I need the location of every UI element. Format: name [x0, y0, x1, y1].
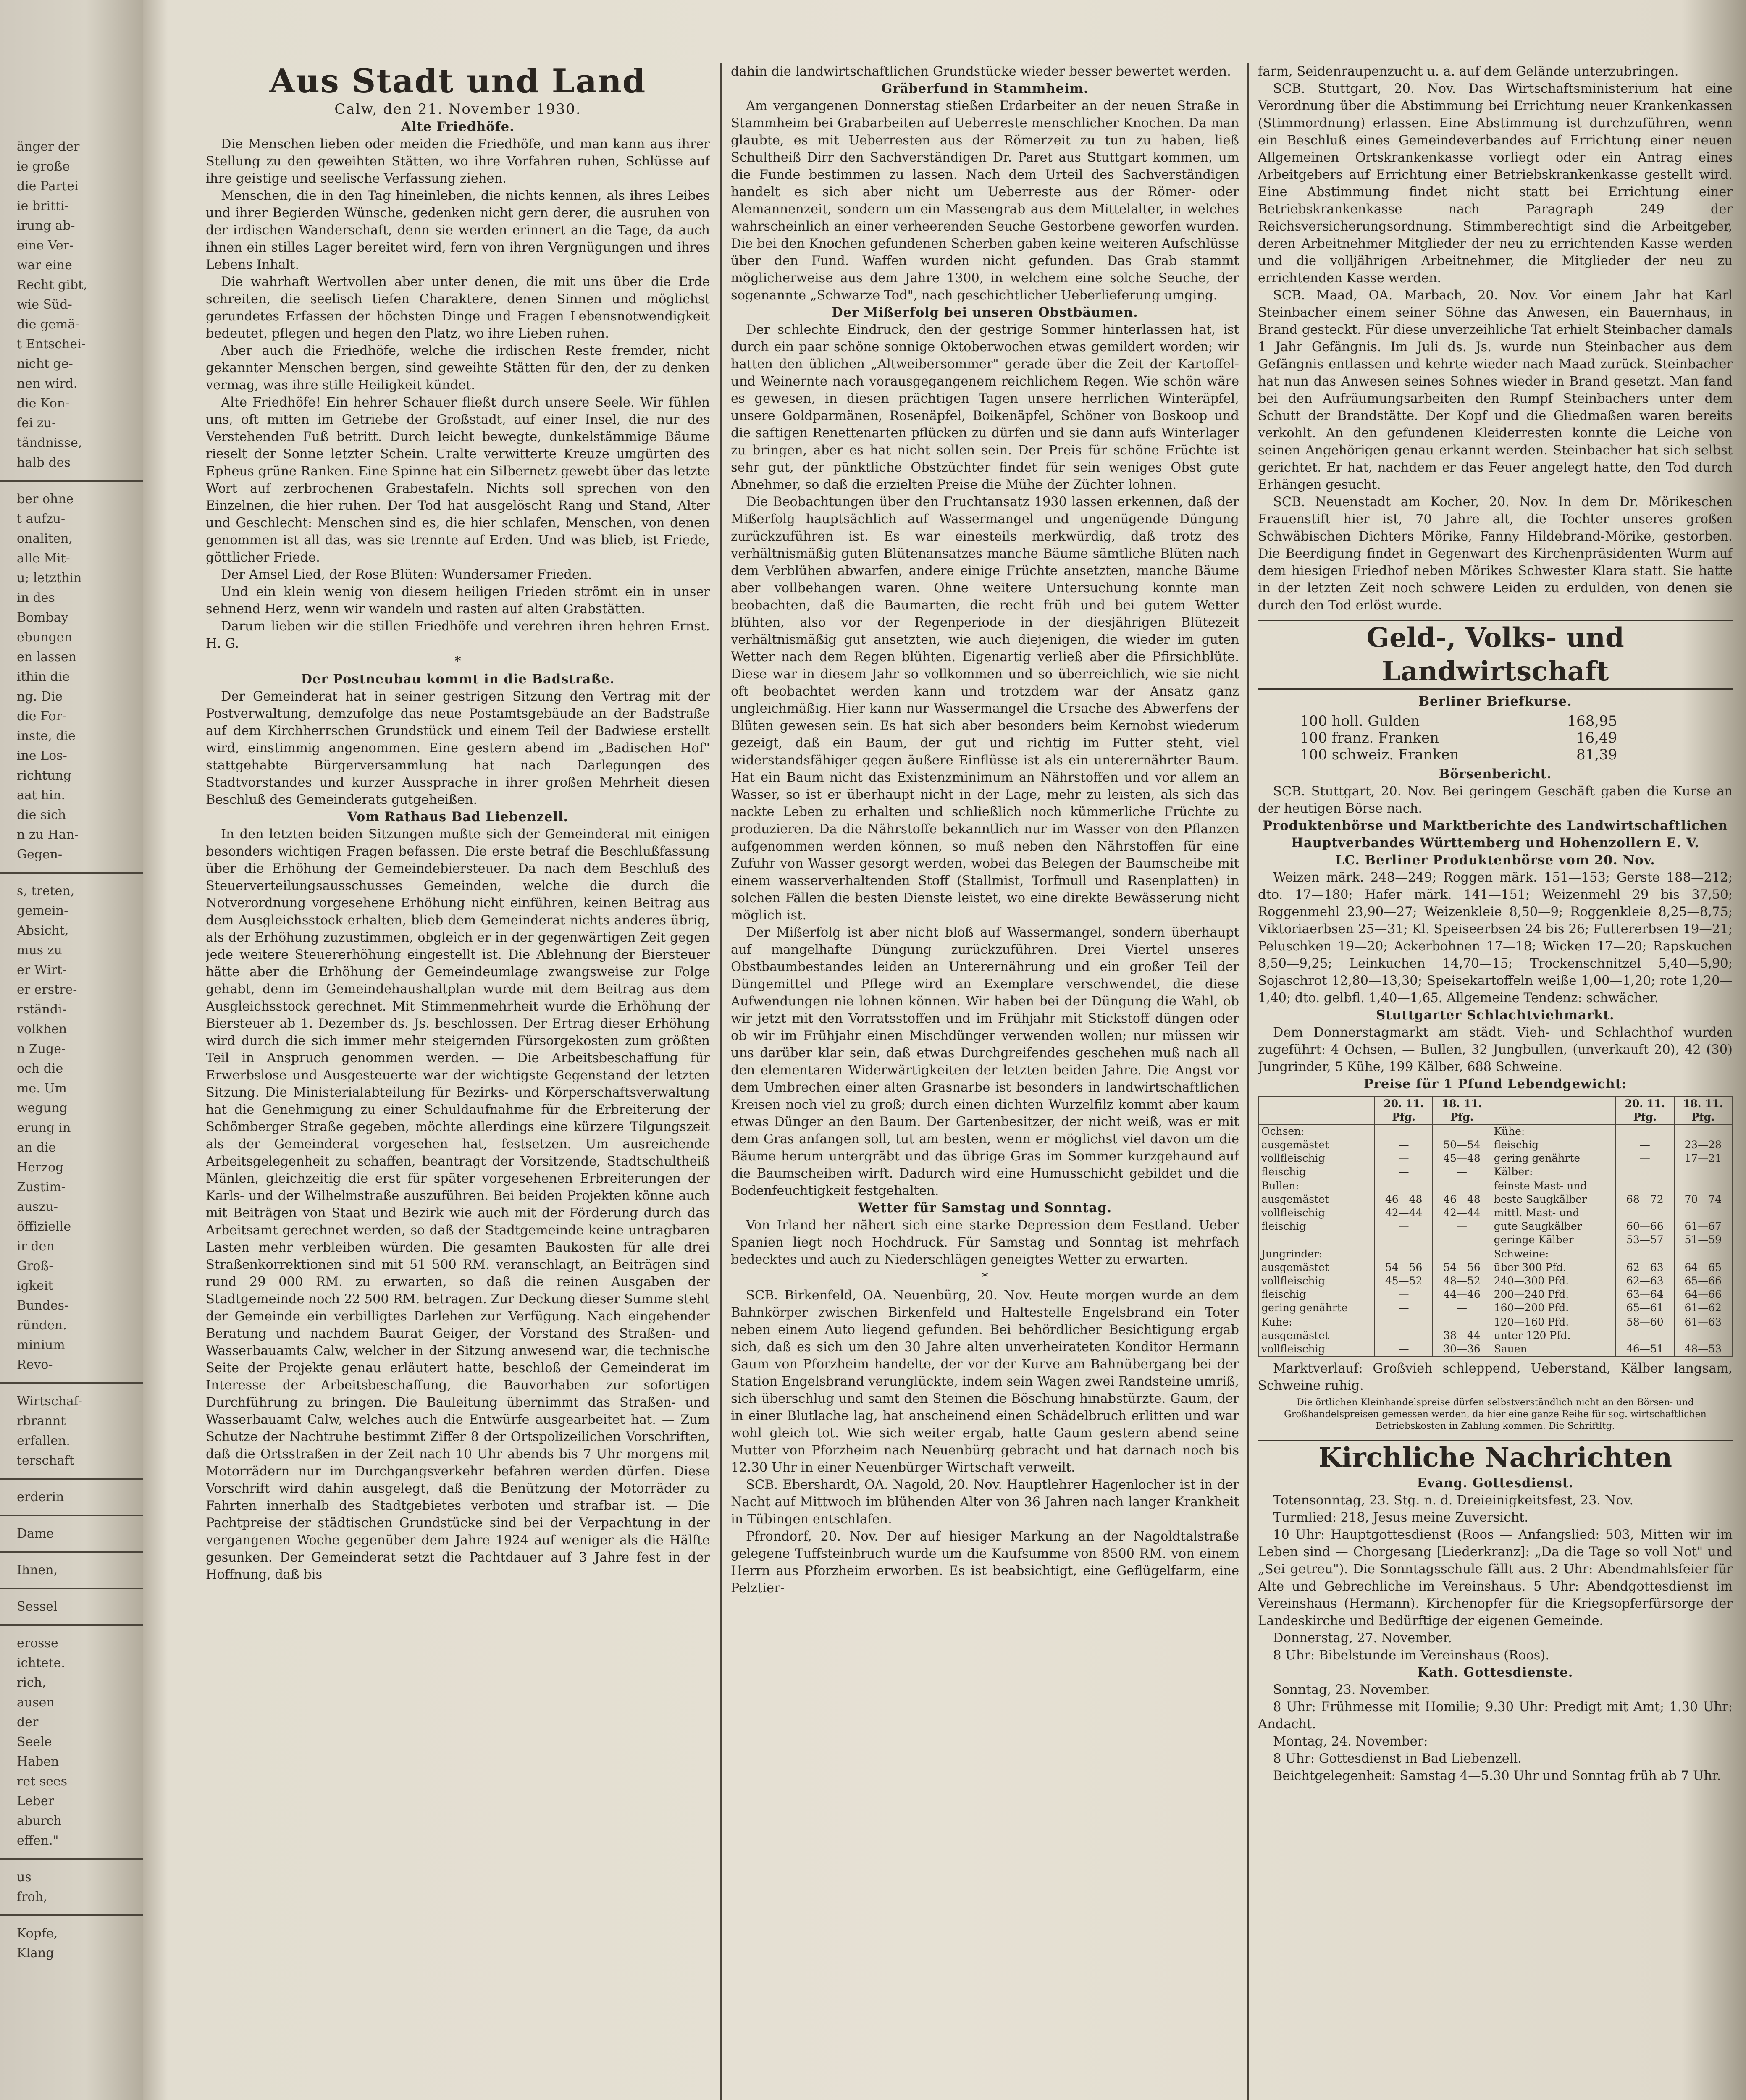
article-heading-graeberfund: Gräberfund in Stammheim.: [881, 81, 1089, 96]
paragraph: SCB. Neuenstadt am Kocher, 20. Nov. In dem Dr. Mörikeschen Frauenstift hier ist, 70 Jahre alt, die Tochter unseres großen Schwäbischen Dichters Mörike, Fanny Hildebrand-Mörike, gestorben. Die Beerdigung findet in Gegenwart des Kirchenpräsidenten Wurm auf dem hiesigen Friedhof neben Mörikes Schwester Klara statt. Sie hatte in der letzten Zeit noch schwere Leiden zu erdulden, von denen sie durch den Tod erlöst wurde.: [1258, 495, 1733, 613]
table-cell: 38—44 30—36: [1433, 1315, 1491, 1356]
text-fragment: u; letzthin: [17, 571, 82, 585]
paragraph: Sonntag, 23. November.: [1273, 1683, 1430, 1697]
section-title-kirche: Kirchliche Nachrichten: [1258, 1440, 1733, 1475]
text-fragment: aburch: [17, 1814, 62, 1828]
text-fragment: Recht gibt,: [17, 278, 87, 292]
article-body-postneubau: [206, 688, 710, 808]
column-rule: [0, 1515, 143, 1516]
paragraph: Die Beobachtungen über den Fruchtansatz 1930 lassen erkennen, daß der Mißerfolg hauptsächlich auf Wassermangel und ungenügende Düngung zurückzuführen ist. Es war einesteils merkwürdig, daß trotz des verhältnismäßig guten Blütenansatzes manche Bäume sämtliche Blüten nach dem Verblühen abwarfen, andere einige Früchte ansetzten, manche Bäume aber vollbehangen waren. Ohne weitere Untersuchung konnte man beobachten, daß die Baumarten, die recht früh und bei gutem Wetter blühten, also vor der Regenperiode in der diesjährigen Blütezeit verhältnismäßig gut ansetzten, wie auch diejenigen, die wieder im guten Wetter nach dem Regen blühten. Eigenartig verließ aber die Pfirsichblüte. Diese war in diesem Jahr so vollkommen und so überreichlich, wie sie nicht oft beobachtet werden kann und trotzdem war der Ansatz ganz ungleichmäßig. Hier kann nur Wassermangel die Ursache des Abwerfens der Blüten gewesen sein. Es hat sich aber besonders beim Kernobst wiederum gezeigt, daß ein Baum, der gut und richtig im Futter steht, viel widerstandsfähiger gegen äußere Einflüsse ist als ein unterernährter Baum. Hat ein Baum nicht das Existenzminimum an Nährstoffen und vor allem an Wasser, so ist er überhaupt nicht in der Lage, mehr zu leisten, als sich das nackte Leben zu erhalten und schließlich noch kümmerliche Früchte zu produzieren. Da die Nährstoffe bekanntlich nur im Wasser von den Pflanzen aufgenommen werden können, so muß neben den Nährstoffen für eine Zufuhr von Wasser gesorgt werden, wobei das Belegen der Baumscheibe mit einem wasserverhaltenden Stoff (Stallmist, Torfmull und Rasenplatten) in solchen Fällen die besten Dienste leistet, wo eine direkte Bewässerung nicht möglich ist.: [731, 495, 1239, 923]
table-row: [1258, 1179, 1732, 1247]
table-cell: 120—160 Pfd. unter 120 Pfd. Sauen: [1491, 1315, 1616, 1356]
text-fragment: Herzog: [17, 1160, 64, 1175]
dateline: Calw, den 21. November 1930.: [334, 101, 581, 118]
table-row: [1258, 1124, 1732, 1179]
table-cell: 23—28 17—21: [1674, 1124, 1732, 1179]
paragraph: Am vergangenen Donnerstag stießen Erdarbeiter an der neuen Straße in Stammheim bei Grabarbeiten auf Ueberreste menschlicher Knochen. Da man glaubte, es mit Ueberresten aus der Römerzeit zu tun zu haben, ließ Schultheiß Dirr den Sachverständigen Dr. Paret aus Stuttgart kommen, um die Funde bestimmen zu lassen. Nach dem Urteil des Sachverständigen handelt es sich aber nicht um Ueberreste aus der Römer- oder Alemannenzeit, sondern um ein Massengrab aus dem Mittelalter, in welches wahrscheinlich an einer verheerenden Seuche Gestorbene geworfen wurden. Die bei den Knochen gefundenen Scherben gaben keine weiteren Aufschlüsse über den Fund. Waffen wurden nicht gefunden. Das Grab stammt möglicherweise aus dem Jahre 1300, in welchem eine solche Seuche, der sogenannte „Schwarze Tod", nach geschichtlicher Ueberlieferung umging.: [731, 99, 1239, 303]
paragraph: Die wahrhaft Wertvollen aber unter denen, die mit uns über die Erde schreiten, die seelisch tiefen Charaktere, denen Sinnen und möglichst gerundetes Erfassen der höchsten Dinge und Fragen Lebensnotwendigkeit bedeutet, pflegen und hegen den Platz, wo ihre Lieben ruhen.: [206, 275, 710, 341]
section-masthead: Aus Stadt und Land: [269, 63, 646, 100]
column-divider: [1247, 63, 1249, 2100]
berlin-prices: Weizen märk. 248—249; Roggen märk. 151—153; Gerste 188—212; dto. 17—180; Hafer märk. 141—151; Weizenmehl 29 bis 37,50; Roggenmehl 23,90—27; Weizenkleie 8,50—9; Roggenkleie 8,25—8,75; Viktoriaerbsen 25—31; Kl. Speiseerbsen 24 bis 26; Futtererbsen 19—21; Peluschken 19—20; Ackerbohnen 17—18; Wicken 17—20; Rapskuchen 8,50—9,25; Leinkuchen 14,70—15; Trockenschnitzel 5,40—5,90; Sojaschrot 12,80—13,30; Speisekartoffeln weiße 1,00—1,20; rote 1,20—1,40; dto. gelbfl. 1,40—1,65. Allgemeine Tendenz: schwächer.: [1258, 870, 1733, 1005]
kath-services: [1258, 1681, 1733, 1785]
text-fragment: ründen.: [17, 1318, 67, 1333]
table-cell: 50—54 45—48 —: [1433, 1124, 1491, 1179]
text-fragment: Gegen-: [17, 847, 63, 862]
table-cell: Kühe: ausgemästet vollfleischig: [1258, 1315, 1375, 1356]
paragraph: Von Irland her nähert sich eine starke Depression dem Festland. Ueber Spanien liegt noch Hochdruck. Für Samstag und Sonntag ist mehrfach bedecktes und auch zu Niederschlägen geneigtes Wetter zu erwarten.: [731, 1218, 1239, 1267]
column-rule: [0, 1551, 143, 1553]
table-cell: Schweine: über 300 Pfd. 240—300 Pfd. 200—240 Pfd. 160—200 Pfd.: [1491, 1247, 1616, 1315]
paragraph: Darum lieben wir die stillen Friedhöfe und verehren ihren hehren Ernst. H. G.: [206, 619, 710, 651]
text-fragment: die Kon-: [17, 396, 70, 411]
evang-heading: Evang. Gottesdienst.: [1417, 1475, 1574, 1491]
table-header-cell: 18. 11. Pfg.: [1674, 1097, 1732, 1124]
table-header-cell: 18. 11. Pfg.: [1433, 1097, 1491, 1124]
rate-value: 16,49: [1576, 730, 1617, 746]
exchange-rate-row: [1300, 746, 1625, 763]
text-fragment: Haben: [17, 1754, 59, 1769]
regional-news: [1258, 80, 1733, 614]
text-fragment: ie große: [17, 159, 70, 174]
column-rule: [0, 1478, 143, 1480]
article-heading-friedhoefe: Alte Friedhöfe.: [401, 119, 515, 134]
table-cell: 64—65 65—66 64—66 61—62: [1674, 1247, 1732, 1315]
table-cell: — —: [1616, 1124, 1674, 1179]
text-fragment: volkhen: [17, 1022, 67, 1037]
paragraph: Beichtgelegenheit: Samstag 4—5.30 Uhr und Sonntag früh ab 7 Uhr.: [1273, 1769, 1721, 1783]
paragraph: In den letzten beiden Sitzungen mußte sich der Gemeinderat mit einigen besonders wichtigen Fragen befassen. Die erste betraf die Beschlußfassung über die Erhöhung der Gemeindebiersteuer. Da nach dem Beschluß des Steuerverteilungsausschusses Gemeinden, welche die durch die Notverordnung vorgesehene Erhöhung nicht einführen, keinen Beitrag aus dem Ausgleichsstock erhalten, blieb dem Gemeinderat nichts anderes übrig, als der Erhöhung zuzustimmen, obgleich er in der gegenwärtigen Zeit gegen jede weitere Steuererhöhung eingestellt ist. Die Ablehnung der Biersteuer hätte aber die Erhöhung der Gemeindeumlage zwangsweise zur Folge gehabt, denn im Gemeindehaushaltplan wurde mit dem Beitrag aus dem Ausgleichsstock gerechnet. Mit Stimmenmehrheit wurde die Erhöhung der Biersteuer ab 1. Dezember ds. Js. beschlossen. Der Ertrag dieser Erhöhung wird durch die sich immer mehr steigernden Fürsorgekosten zum größten Teil in Anspruch genommen werden. — Die Arbeitsbeschaffung für Erwerbslose und Ausgesteuerte war der wichtigste Gegenstand der letzten Sitzung. Die Ministerialabteilung für Bezirks- und Körperschaftsverwaltung hat die Genehmigung zu einer Schuldaufnahme für die Erbreiterung der Schömberger Straße gegeben, möchte allerdings eine kürzere Tilgungszeit als der Gemeinderat vorgesehen hat, festsetzen. Um ausreichende Arbeitsgelegenheit zu schaffen, beantragt der Vorsitzende, Stadtschultheiß Mänlen, gleichzeitig die erst für später vorgesehenen Erbreiterungen der Karls- und der Wilhelmstraße auszuführen. Bei beiden Projekten könne auch mit Beiträgen von Staat und Bezirk wie auch mit der Förderung durch das Arbeitsamt gerechnet werden, so daß der Stadtgemeinde keine untragbaren Lasten mehr verbleiben würden. Die gesamten Baukosten für alle drei Straßenkorrektionen sind mit 51 500 RM. veranschlagt, an Beiträgen sind rund 29 000 RM. zu erwarten, so daß die reinen Ausgaben der Stadtgemeinde noch 22 500 RM. betragen. Zur Deckung dieser Summe steht der Gemeinde ein verbilligtes Darlehen zur Verfügung. Nach eingehender Beratung und nachdem Baurat Geiger, der Vorstand des Straßen- und Wasserbauamts Calw, welcher in der Sitzung anwesend war, die technische Seite der Projekte genau erläutert hatte, beschloß der Gemeinderat im Interesse der Arbeitsbeschaffung, die Bauvorhaben zur sofortigen Durchführung zu bringen. Die Bauleitung übernimmt das Straßen- und Wasserbauamt Calw, welches auch die Entwürfe ausgearbeitet hat. — Zum Schutze der Nachtruhe bestimmt Ziffer 8 der Ortspolizeilichen Vorschriften, daß die Ortsstraßen in der Zeit nach 10 Uhr abends bis 7 Uhr morgens mit Motorrädern nur im Durchgangsverkehr befahren werden dürfen. Diese Vorschrift wird dahin ausgelegt, daß die Benützung der Motorräder zu Fahrten innerhalb des Stadtgebietes verboten und strafbar ist. — Die Pachtpreise der städtischen Grundstücke sind bei der Verpachtung in der vergangenen Woche gegenüber dem Jahre 1924 auf weniger als die Hälfte gesunken. Der Gemeinderat setzt die Pachtdauer auf 3 Jahre fest in der Hoffnung, daß bis: [206, 827, 710, 1582]
table-row: [1258, 1315, 1732, 1356]
article-body-obstbaeume: [731, 321, 1239, 1200]
text-fragment: erfallen.: [17, 1433, 70, 1448]
text-fragment: mus zu: [17, 943, 62, 958]
text-fragment: rich,: [17, 1675, 46, 1690]
column-2: [731, 63, 1239, 2100]
table-cell: 70—74 61—67 51—59: [1674, 1179, 1732, 1247]
text-fragment: n Zuge-: [17, 1042, 66, 1056]
text-fragment: erderin: [17, 1490, 64, 1504]
evang-services: [1258, 1492, 1733, 1664]
paragraph: Der schlechte Eindruck, den der gestrige Sommer hinterlassen hat, ist durch ein paar schöne sonnige Oktoberwochen etwas gemildert worden; wir hatten den üblichen „Altweibersommer" gerade über die Zeit der Kartoffel- und Weinernte nach vorausgegangenem reichlichem Regen. Wie schön wäre es gewesen, in diesen prächtigen Tagen unsere herrlichen Winteräpfel, unsere Goldparmänen, Rosenäpfel, Boikenäpfel, Schöner von Boskoop und die saftigen Renettenarten pflücken zu dürfen und sie dann aufs Winterlager zu bringen, aber es hat nicht sollen sein. Der Preis für schöne Früchte ist sehr gut, der pünktliche Obstzüchter findet für sein weniges Obst gute Abnehmer, so daß die erzielten Preise die Mühe der Züchter lohnen.: [731, 323, 1239, 492]
text-fragment: irung ab-: [17, 218, 75, 233]
text-fragment: ichtete.: [17, 1656, 65, 1670]
text-fragment: onaliten,: [17, 531, 73, 546]
paragraph: Turmlied: 218, Jesus meine Zuversicht.: [1273, 1510, 1528, 1525]
text-fragment: och die: [17, 1061, 63, 1076]
paragraph: Alte Friedhöfe! Ein hehrer Schauer fließt durch unsere Seele. Wir fühlen uns, oft mitten im Getriebe der Großstadt, auf einer Insel, die nur des Verstehenden Fuß betritt. Durch leicht bewegte, dunkelstämmige Bäume rieselt der Sonne letzter Schein. Uralte verwitterte Kreuze umgürten des Epheus grüne Ranken. Eine Spinne hat ein Silbernetz gewebt über das letzte Wort auf zerbrochenen Grabestafeln. Nichts soll sprechen von den Einzelnen, die hier ruhen. Der Tod hat ausgelöscht Rang und Stand, Alter und Geschlecht: Menschen sind es, die hier schlafen, Menschen, von denen genommen ist all das, was sie trennte auf Erden. Und was blieb, ist Friede, göttlicher Friede.: [206, 395, 710, 565]
separator-star: *: [454, 654, 461, 669]
schlacht-heading: Stuttgarter Schlachtviehmarkt.: [1376, 1008, 1615, 1023]
text-fragment: Leber: [17, 1794, 54, 1809]
paragraph: SCB. Stuttgart, 20. Nov. Das Wirtschaftsministerium hat eine Verordnung über die Abstimmung bei Errichtung neuer Krankenkassen (Stimmordnung) erlassen. Eine Abstimmung ist durchzuführen, wenn ein Beschluß eines Gemeindeverbandes auf Errichtung einer neuen Allgemeinen Ortskrankenkasse vorliegt oder ein Antrag eines Arbeitgebers auf Errichtung einer Betriebskrankenkasse gestellt wird. Eine Abstimmung findet nicht statt bei Errichtung einer Betriebskrankenkasse nach Paragraph 249 der Reichsversicherungsordnung. Stimmberechtigt sind die Arbeitgeber, deren Arbeitnehmer Mitglieder der neu zu errichtenden Kasse werden und die volljährigen Arbeitnehmer, die Mitglieder der neu zu errichtenden Kasse werden.: [1258, 81, 1733, 286]
article-heading-liebenzell: Vom Rathaus Bad Liebenzell.: [347, 809, 569, 824]
text-fragment: Wirtschaf-: [17, 1394, 82, 1409]
text-fragment: eine Ver-: [17, 238, 74, 253]
currency-label: 100 holl. Gulden: [1300, 713, 1420, 730]
article-body-graeberfund: [731, 97, 1239, 304]
table-cell: — —: [1375, 1315, 1433, 1356]
text-fragment: ine Los-: [17, 748, 67, 763]
column-divider: [720, 63, 722, 2100]
table-row: [1258, 1247, 1732, 1315]
text-fragment: Sessel: [17, 1599, 58, 1614]
text-fragment: ithin die: [17, 669, 70, 684]
text-fragment: fei zu-: [17, 416, 56, 430]
schlacht-text: Dem Donnerstagmarkt am städt. Vieh- und Schlachthof wurden zugeführt: 4 Ochsen, — Bullen, 32 Jungbullen, (unverkauft 20), 42 (30) Jungrinder, 5 Kühe, 199 Kälber, 688 Schweine.: [1258, 1025, 1733, 1074]
article-heading-wetter: Wetter für Samstag und Sonntag.: [858, 1200, 1112, 1215]
marktverlauf: Marktverlauf: Großvieh schleppend, Ueberstand, Kälber langsam, Schweine ruhig.: [1258, 1361, 1733, 1393]
text-fragment: froh,: [17, 1890, 47, 1904]
table-cell: 68—72 60—66 53—57: [1616, 1179, 1674, 1247]
column-rule: [0, 1588, 143, 1589]
text-fragment: ber ohne: [17, 492, 74, 507]
currency-label: 100 schweiz. Franken: [1300, 746, 1459, 763]
table-header-cell: 20. 11. Pfg.: [1375, 1097, 1433, 1124]
paragraph: Aber auch die Friedhöfe, welche die irdischen Reste fremder, nicht gekannter Menschen bergen, sind geweihte Stätten für den, der zu denken vermag, was ihre stille Heiligkeit kündet.: [206, 344, 710, 393]
adjacent-page-fragment: [0, 0, 143, 2100]
table-cell: Jungrinder: ausgemästet vollfleischig fleischig gering genährte: [1258, 1247, 1375, 1315]
text-fragment: gemein-: [17, 903, 68, 918]
kath-heading: Kath. Gottesdienste.: [1417, 1665, 1573, 1680]
exchange-rate-row: [1300, 713, 1625, 730]
paragraph: SCB. Maad, OA. Marbach, 20. Nov. Vor einem Jahr hat Karl Steinbacher einem seiner Söhne das Anwesen, ein Bauernhaus, in Brand gesteckt. Für diese unverzeihliche Tat erhielt Steinbacher damals 1 Jahr Gefängnis. Im Juli ds. Js. wurde nun Steinbacher aus dem Gefängnis entlassen und kehrte wieder nach Maad zurück. Steinbacher hat nun das Anwesen seines Sohnes wieder in Brand gesetzt. Man fand bei den Aufräumungsarbeiten den Rumpf Steinbachers unter dem Schutt der Brandstätte. Der Kopf und die Gliedmaßen waren bereits verkohlt. An den gefundenen Kleiderresten konnte die Leiche von seinen Angehörigen genau erkannt werden. Steinbacher hat sich selbst gerichtet. Er hat, nachdem er das Feuer angelegt hatte, den Tod durch Erhängen gesucht.: [1258, 288, 1733, 492]
paragraph: Menschen, die in den Tag hineinleben, die nichts kennen, als ihres Leibes und ihrer Begierden Wünsche, gedenken nicht gern derer, die ausruhen von der irdischen Wanderschaft, denn sie werden erinnert an die Tage, da auch ihnen ein stilles Lager bereitet wird, fern von ihren Vergnügungen und ihres Lebens Inhalt.: [206, 189, 710, 272]
text-fragment: ng. Die: [17, 689, 63, 704]
exchange-rates-table: [1300, 713, 1625, 763]
text-fragment: ausen: [17, 1695, 55, 1710]
text-fragment: aat hin.: [17, 788, 66, 803]
text-fragment: halb des: [17, 455, 71, 470]
text-fragment: Revo-: [17, 1357, 53, 1372]
paragraph: Und ein klein wenig von diesem heiligen Frieden strömt ein in unser sehnend Herz, wenn wir wandeln und rasten auf alten Grabstätten.: [206, 585, 710, 617]
table-cell: 46—48 42—44 —: [1433, 1179, 1491, 1247]
text-fragment: terschaft: [17, 1453, 74, 1468]
paragraph: Der Gemeinderat hat in seiner gestrigen Sitzung den Vertrag mit der Postverwaltung, demzufolge das neue Postamtsgebäude an der Badstraße auf dem Kirchherrschen Grundstück und einem Teil der Badwiese erstellt wird, einstimmig angenommen. Eine gestern abend im „Badischen Hof" stattgehabte Bürgerversammlung hat nach Darlegungen des Stadtvorstandes und kurzer Aussprache in ihrer großen Mehrheit diesen Beschluß des Gemeinderats gutgeheißen.: [206, 689, 710, 807]
livestock-price-table: [1258, 1096, 1733, 1357]
text-fragment: die sich: [17, 808, 66, 822]
berlin-heading: LC. Berliner Produktenbörse vom 20. Nov.: [1335, 853, 1655, 868]
column-rule: [0, 1624, 143, 1626]
paragraph: Der Mißerfolg ist aber nicht bloß auf Wassermangel, sondern überhaupt auf mangelhafte Düngung zurückzuführen. Drei Viertel unseres Obstbaumbestandes leiden an Unterernährung und ein großer Teil der Düngemittel und Pflege wird an Exemplare verschwendet, die diese Aufwendungen nie lohnen können. Wir haben bei der Düngung die Wahl, ob wir jetzt mit den Vorratsstoffen und im Frühjahr mit Stickstoff düngen oder ob wir im Frühjahr einen Mischdünger verwenden wollen; nur müssen wir uns darüber klar sein, daß etwas Durchgreifendes geschehen muß nach all den elementaren Widerwärtigkeiten der letzten beiden Jahre. Die Angst vor dem Umbrechen einer alten Grasnarbe ist besonders in landwirtschaftlichen Kreisen noch viel zu groß; durch einen dichten Wurzelfilz kommt aber kaum etwas Dünger an den Baum. Der Gartenbesitzer, der nicht weiß, was er mit dem Gras anfangen soll, tut am besten, wenn er möglichst viel davon um die Bäume herum untergräbt und das übrige Gras im Sommer kurzgehaund auf die Baumscheiben wirft. Dadurch wird eine Humusschicht gebildet und die Bodenfeuchtigkeit festgehalten.: [731, 925, 1239, 1198]
text-fragment: in des: [17, 591, 55, 605]
paragraph: Montag, 24. November:: [1273, 1734, 1428, 1749]
table-cell: feinste Mast- und beste Saugkälber mittl. Mast- und gute Saugkälber geringe Kälber: [1491, 1179, 1616, 1247]
paragraph: Die Menschen lieben oder meiden die Friedhöfe, und man kann aus ihrer Stellung zu den geweihten Stätten, wo ihre Vorfahren ruhen, Schlüsse auf ihre geistige und seelische Verfassung ziehen.: [206, 137, 710, 186]
editorial-note: Die örtlichen Kleinhandelspreise dürfen selbstverständlich nicht an den Börsen- und Großhandelspreisen gemessen werden, da hier eine ganze Reihe für sog. wirtschaftlichen Betriebskosten in Zahlung kommen. Die Schriftltg.: [1284, 1397, 1707, 1431]
table-cell: 46—48 42—44 —: [1375, 1179, 1433, 1247]
text-fragment: Zustim-: [17, 1180, 66, 1194]
table-cell: Bullen: ausgemästet vollfleischig fleischig: [1258, 1179, 1375, 1247]
paragraph: Pfrondorf, 20. Nov. Der auf hiesiger Markung an der Nagoldtalstraße gelegene Tuffsteinbruch wurde um die Kaufsumme von 8500 RM. von einem Herrn aus Pforzheim erworben. Es ist beabsichtigt, eine Geflügelfarm, eine Pelztier-: [731, 1529, 1239, 1596]
table-cell: 54—56 45—52 — —: [1375, 1247, 1433, 1315]
text-fragment: alle Mit-: [17, 551, 70, 566]
text-fragment: s, treten,: [17, 884, 75, 898]
paragraph: 10 Uhr: Hauptgottesdienst (Roos — Anfangslied: 503, Mitten wir im Leben sind — Chorgesang [Liederkranz]: „Da die Tage so voll Not" und „Sei getreu"). Die Sonntagsschule fällt aus. 2 Uhr: Abendmahlsfeier für Alte und Gebrechliche im Vereinshaus. 5 Uhr: Abendgottesdienst im Vereinshaus (Hermann). Kirchenopfer für die Kriegsopferfürsorge der Landeskirche und Bedürftige der eigenen Gemeinde.: [1258, 1528, 1733, 1628]
text-fragment: t aufzu-: [17, 512, 66, 526]
text-fragment: ir den: [17, 1239, 55, 1254]
text-fragment: ebungen: [17, 630, 72, 645]
separator-star: *: [982, 1270, 988, 1285]
text-fragment: öffizielle: [17, 1219, 71, 1234]
text-fragment: änger der: [17, 139, 80, 154]
text-fragment: Groß-: [17, 1259, 53, 1273]
text-fragment: effen.": [17, 1833, 59, 1848]
text-fragment: Klang: [17, 1946, 54, 1961]
table-cell: 54—56 48—52 44—46 —: [1433, 1247, 1491, 1315]
table-cell: 62—63 62—63 63—64 65—61: [1616, 1247, 1674, 1315]
text-fragment: der: [17, 1715, 39, 1730]
section-title-wirtschaft: Geld-, Volks- und Landwirtschaft: [1258, 620, 1733, 690]
text-fragment: wie Süd-: [17, 297, 72, 312]
table-cell: 61—63 — 48—53: [1674, 1315, 1732, 1356]
column-rule: [0, 1914, 143, 1916]
table-header-cell: 20. 11. Pfg.: [1616, 1097, 1674, 1124]
paragraph: Totensonntag, 23. Stg. n. d. Dreieinigkeitsfest, 23. Nov.: [1273, 1493, 1634, 1508]
table-header-cell: [1258, 1097, 1375, 1124]
text-fragment: erosse: [17, 1636, 58, 1651]
table-cell: 58—60 — 46—51: [1616, 1315, 1674, 1356]
produkt-heading: Produktenbörse und Marktberichte des Landwirtschaftlichen Hauptverbandes Württemberg und Hohenzollern E. V.: [1263, 818, 1728, 850]
text-fragment: Seele: [17, 1735, 52, 1749]
table-header-cell: [1491, 1097, 1616, 1124]
text-fragment: ie britti-: [17, 199, 69, 213]
regional-news: [731, 1287, 1239, 1597]
text-fragment: en lassen: [17, 650, 76, 664]
boerse-heading: Börsenbericht.: [1439, 766, 1552, 782]
text-fragment: rbrannt: [17, 1414, 66, 1428]
paragraph: 8 Uhr: Frühmesse mit Homilie; 9.30 Uhr: Predigt mit Amt; 1.30 Uhr: Andacht.: [1258, 1700, 1733, 1732]
text-fragment: Ihnen,: [17, 1563, 58, 1578]
article-heading-postneubau: Der Postneubau kommt in die Badstraße.: [301, 672, 615, 687]
column-1: [206, 63, 710, 2100]
text-fragment: Absicht,: [17, 923, 69, 938]
table-cell: — — —: [1375, 1124, 1433, 1179]
article-continuation: farm, Seidenraupenzucht u. a. auf dem Gelände unterzubringen.: [1258, 64, 1679, 79]
text-fragment: igkeit: [17, 1278, 53, 1293]
text-fragment: die Partei: [17, 179, 79, 194]
text-fragment: me. Um: [17, 1081, 67, 1096]
preise-heading: Preise für 1 Pfund Lebendgewicht:: [1363, 1076, 1627, 1092]
newspaper-page: [143, 0, 1746, 2100]
column-rule: [0, 480, 143, 482]
paragraph: 8 Uhr: Gottesdienst in Bad Liebenzell.: [1273, 1751, 1522, 1766]
column-rule: [0, 872, 143, 874]
text-fragment: tändnisse,: [17, 436, 82, 450]
text-fragment: rständi-: [17, 1002, 66, 1017]
exchange-rate-row: [1300, 730, 1625, 746]
text-fragment: wegung: [17, 1101, 68, 1116]
column-3: [1258, 63, 1733, 2100]
table-cell: Ochsen: ausgemästet vollfleischig fleischig: [1258, 1124, 1375, 1179]
text-fragment: Kopfe,: [17, 1926, 58, 1941]
kurse-heading: Berliner Briefkurse.: [1418, 694, 1572, 709]
article-continuation: dahin die landwirtschaftlichen Grundstücke wieder besser bewertet werden.: [731, 64, 1231, 79]
text-fragment: us: [17, 1870, 32, 1885]
table-cell: Kühe: fleischig gering genährte Kälber:: [1491, 1124, 1616, 1179]
article-heading-obstbaeume: Der Mißerfolg bei unseren Obstbäumen.: [832, 305, 1138, 320]
text-fragment: er erstre-: [17, 982, 77, 997]
paragraph: Donnerstag, 27. November.: [1273, 1631, 1452, 1646]
paragraph: SCB. Ebershardt, OA. Nagold, 20. Nov. Hauptlehrer Hagenlocher ist in der Nacht auf Mittwoch im blühenden Alter von 36 Jahren nach langer Krankheit in Tübingen entschlafen.: [731, 1478, 1239, 1527]
text-fragment: an die: [17, 1140, 56, 1155]
text-fragment: Bombay: [17, 610, 68, 625]
text-fragment: war eine: [17, 258, 72, 273]
column-rule: [0, 1382, 143, 1384]
text-fragment: nicht ge-: [17, 357, 73, 371]
text-fragment: auszu-: [17, 1200, 58, 1214]
article-body-liebenzell: [206, 826, 710, 1583]
text-fragment: erung in: [17, 1121, 71, 1135]
text-fragment: Dame: [17, 1526, 54, 1541]
boerse-text: SCB. Stuttgart, 20. Nov. Bei geringem Geschäft gaben die Kurse an der heutigen Börse nach.: [1258, 784, 1733, 816]
text-fragment: die For-: [17, 709, 66, 724]
text-fragment: richtung: [17, 768, 71, 783]
column-rule: [0, 1858, 143, 1860]
text-fragment: er Wirt-: [17, 963, 67, 977]
article-body-wetter: [731, 1217, 1239, 1268]
text-fragment: nen wird.: [17, 376, 78, 391]
paragraph: SCB. Birkenfeld, OA. Neuenbürg, 20. Nov. Heute morgen wurde an dem Bahnkörper zwischen Birkenfeld und Haltestelle Engelsbrand ein Toter neben einem Auto liegend gefunden. Bei behördlicher Besichtigung ergab sich, daß es sich um den 30 Jahre alten unverheirateten Konditor Hermann Gaum von Pforzheim handelte, der vor der Kurve am Bahnübergang bei der Station Engelsbrand verunglückte, indem sein Wagen zwei Randsteine umriß, sich überschlug und samt den Steinen die Böschung hinabstürzte. Gaum, der in einer Blutlache lag, hat anscheinend einen Schädelbruch erlitten und war wohl gleich tot. Wie sich weiter ergab, hatte Gaum gestern abend seine Mutter von Pforzheim nach Neuenbürg gebracht und hat darnach noch bis 12.30 Uhr in einer Neuenbürger Wirtschaft verweilt.: [731, 1288, 1239, 1475]
article-body-friedhoefe: [206, 136, 710, 652]
rate-value: 168,95: [1567, 713, 1617, 730]
rate-value: 81,39: [1576, 746, 1617, 763]
text-fragment: inste, die: [17, 729, 76, 743]
text-fragment: ret sees: [17, 1774, 67, 1789]
text-fragment: minium: [17, 1338, 65, 1352]
text-fragment: die gemä-: [17, 317, 80, 332]
text-fragment: Bundes-: [17, 1298, 69, 1313]
text-fragment: n zu Han-: [17, 827, 79, 842]
paragraph: 8 Uhr: Bibelstunde im Vereinshaus (Roos).: [1273, 1648, 1549, 1663]
text-fragment: t Entschei-: [17, 337, 86, 352]
paragraph: Der Amsel Lied, der Rose Blüten: Wundersamer Frieden.: [221, 567, 592, 582]
currency-label: 100 franz. Franken: [1300, 730, 1439, 746]
